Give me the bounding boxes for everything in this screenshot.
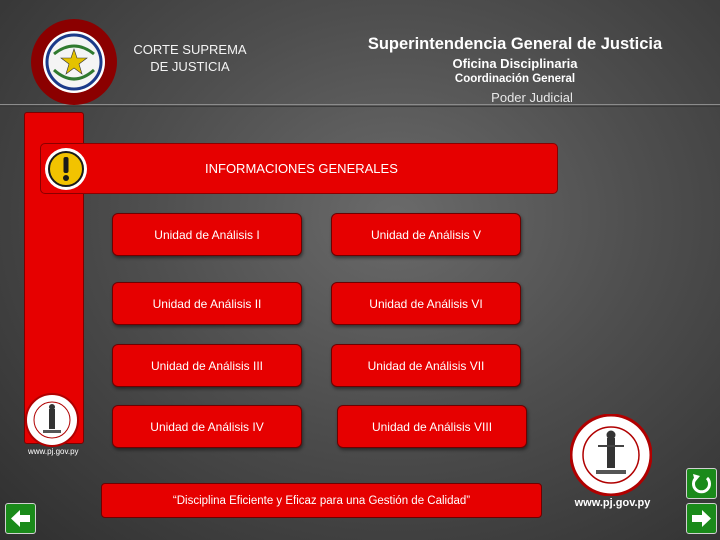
forward-button[interactable] <box>686 503 717 534</box>
institution-line1: CORTE SUPREMA <box>133 42 247 57</box>
unit-label: Unidad de Análisis II <box>152 296 262 311</box>
page-title: Superintendencia General de Justicia <box>367 35 663 53</box>
unit-analysis-iv-button[interactable] <box>112 405 302 448</box>
warning-icon <box>44 147 88 191</box>
office-name: Oficina Disciplinaria <box>452 56 578 71</box>
header-divider-shadow <box>0 106 720 107</box>
back-button[interactable] <box>5 503 36 534</box>
court-seal-small-icon <box>25 393 79 447</box>
institution-line2: DE JUSTICIA <box>150 59 230 74</box>
motto-text: “Disciplina Eficiente y Eficaz para una Gestión de Calidad” <box>172 494 471 507</box>
unit-label: Unidad de Análisis III <box>150 358 264 373</box>
unit-analysis-i-button[interactable] <box>112 213 302 256</box>
court-seal-icon <box>570 414 652 496</box>
unit-analysis-vi-button[interactable] <box>331 282 521 325</box>
institution-name <box>125 41 255 75</box>
coordination-name: Coordinación General <box>454 73 576 85</box>
motto-bar <box>101 483 542 518</box>
unit-analysis-ii-button[interactable] <box>112 282 302 325</box>
sidebar-website: www.pj.gov.py <box>28 447 79 456</box>
unit-label: Unidad de Análisis VII <box>367 358 485 373</box>
unit-label: Unidad de Análisis V <box>370 227 482 242</box>
info-bar-title: INFORMACIONES GENERALES <box>205 161 398 176</box>
unit-analysis-iii-button[interactable] <box>112 344 302 387</box>
unit-label: Unidad de Análisis VIII <box>371 419 493 434</box>
unit-label: Unidad de Análisis I <box>154 227 260 242</box>
unit-label: Unidad de Análisis VI <box>369 296 483 311</box>
unit-analysis-vii-button[interactable] <box>331 344 521 387</box>
forward-arrow-icon <box>687 504 716 533</box>
republic-seal-icon <box>30 18 118 106</box>
unit-label: Unidad de Análisis IV <box>150 419 264 434</box>
unit-analysis-v-button[interactable] <box>331 213 521 256</box>
return-button[interactable] <box>686 468 717 499</box>
branch-name: Poder Judicial <box>491 90 573 105</box>
unit-analysis-viii-button[interactable] <box>337 405 527 448</box>
back-arrow-icon <box>6 504 35 533</box>
return-icon <box>687 469 716 498</box>
footer-website: www.pj.gov.py <box>574 497 651 509</box>
